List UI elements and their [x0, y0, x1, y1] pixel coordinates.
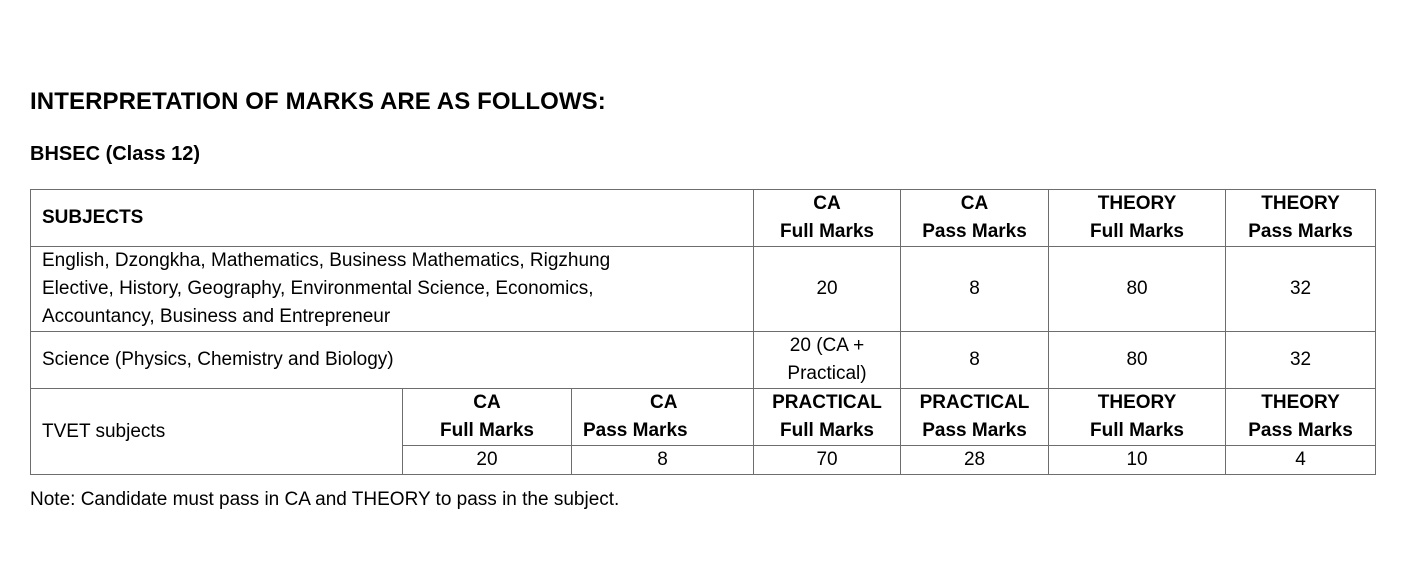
- tvet-header-theory-pass: THEORY Pass Marks: [1226, 389, 1376, 446]
- cell-ca-pass: 8: [901, 247, 1049, 332]
- tvet-header-practical-pass: PRACTICAL Pass Marks: [901, 389, 1049, 446]
- table-row: [31, 247, 1376, 332]
- tvet-theory-full-value: 10: [1049, 446, 1226, 475]
- section-subheading: BHSEC (Class 12): [30, 143, 201, 165]
- tvet-ca-full-value: 20: [403, 446, 572, 475]
- cell-theory-pass: 32: [1226, 247, 1376, 332]
- tvet-subjects-label: TVET subjects: [31, 389, 403, 475]
- tvet-practical-pass-value: 28: [901, 446, 1049, 475]
- header-ca-pass-marks: CA Pass Marks: [901, 190, 1049, 247]
- cell-ca-pass: 8: [901, 332, 1049, 389]
- page-heading: INTERPRETATION OF MARKS ARE AS FOLLOWS:: [30, 88, 606, 115]
- cell-theory-full: 80: [1049, 332, 1226, 389]
- header-theory-full-marks: THEORY Full Marks: [1049, 190, 1226, 247]
- table-header-row: [31, 190, 1376, 247]
- row-subjects-general: English, Dzongkha, Mathematics, Business Mathematics, Rigzhung Elective, History, Geography, Environmental Science, Economics, Accountancy, Business and Entrepreneur: [31, 247, 754, 332]
- cell-ca-full: 20: [754, 247, 901, 332]
- tvet-header-practical-full: PRACTICAL Full Marks: [754, 389, 901, 446]
- tvet-ca-pass-value: 8: [572, 446, 754, 475]
- tvet-header-ca-full: CA Full Marks: [403, 389, 572, 446]
- footnote: Note: Candidate must pass in CA and THEORY to pass in the subject.: [30, 489, 620, 510]
- marks-table: [30, 189, 1376, 475]
- tvet-header-ca-pass: CA Pass Marks: [572, 389, 754, 446]
- row-subjects-science: Science (Physics, Chemistry and Biology): [31, 332, 754, 389]
- tvet-header-row: [31, 389, 1376, 446]
- tvet-practical-full-value: 70: [754, 446, 901, 475]
- tvet-header-theory-full: THEORY Full Marks: [1049, 389, 1226, 446]
- cell-ca-full: 20 (CA + Practical): [754, 332, 901, 389]
- table-row: [31, 332, 1376, 389]
- header-ca-full-marks: CA Full Marks: [754, 190, 901, 247]
- cell-theory-pass: 32: [1226, 332, 1376, 389]
- header-theory-pass-marks: THEORY Pass Marks: [1226, 190, 1376, 247]
- header-subjects: SUBJECTS: [31, 190, 754, 247]
- tvet-theory-pass-value: 4: [1226, 446, 1376, 475]
- cell-theory-full: 80: [1049, 247, 1226, 332]
